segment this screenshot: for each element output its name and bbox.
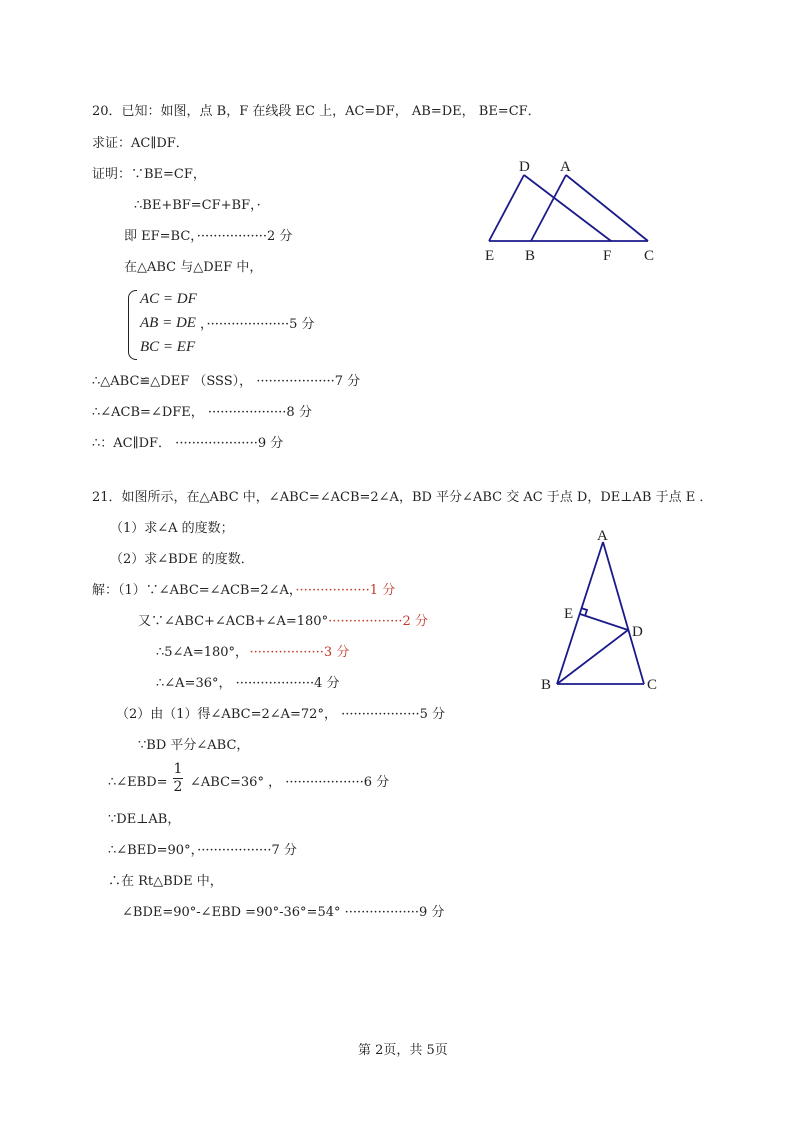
q21-solution-line-9: ∴∠BED=90°，··················7 分: [108, 843, 297, 858]
page-footer: 第 2页，共 5页: [358, 1043, 448, 1058]
q20-triangle-figure: [478, 152, 668, 272]
q21-solution-line-5: （2）由（1）得∠ABC=2∠A=72°， ···················5 分: [116, 707, 445, 722]
q20-proof-line-1: 证明：∵BE=CF，: [92, 167, 206, 182]
segment-bd: [557, 630, 628, 684]
q21-solution-line-1: [92, 583, 395, 599]
segment-ac: [566, 175, 648, 241]
q20-proof-line-3: 即 EF=BC，·················2 分: [124, 229, 293, 244]
label-a: A: [597, 528, 608, 544]
equation-bc-ef: BC = EF: [140, 339, 196, 355]
equation-ab-de: AB = DE: [140, 315, 196, 331]
label-f: F: [603, 248, 612, 264]
q20-title: 20．已知：如图，点 B，F 在线段 EC 上，AC=DF， AB=DE， BE=CF．: [92, 104, 541, 119]
q21-part-1: （1）求∠A 的度数；: [110, 521, 234, 536]
label-b: B: [525, 248, 536, 264]
q20-proof-line-2: ∴BE+BF=CF+BF，·: [134, 198, 261, 213]
q21-solution-line-3: [156, 645, 349, 661]
q21-solution-line-2: [138, 614, 428, 630]
q21-solution-line-1-text: 解：（1）∵∠ABC=∠ACB=2∠A，: [92, 583, 296, 598]
q21-title: 21．如图所示，在△ABC 中，∠ABC=∠ACB=2∠A，BD 平分∠ABC 交 AC 于点 D，DE⊥AB 于点 E ．: [92, 490, 713, 505]
label-a: A: [560, 159, 571, 175]
q21-score-1: ··················1 分: [295, 583, 396, 598]
q21-solution-line-3-text: ∴5∠A=180°，: [156, 645, 242, 660]
label-e: E: [485, 248, 495, 264]
fraction-one-half: [173, 762, 183, 795]
q21-solution-line-7-suffix: ∠ABC=36° ， ···················6 分: [190, 775, 390, 790]
segment-ac: [603, 542, 644, 684]
fraction-denominator: 2: [173, 779, 183, 795]
q21-solution-line-7-prefix: ∴∠EBD=: [108, 775, 168, 790]
fraction-numerator: 1: [173, 761, 183, 777]
q21-solution-line-2-text: 又∵∠ABC+∠ACB+∠A=180°: [138, 614, 329, 629]
q20-proof-line-6: ∴∠ACB=∠DFE， ···················8 分: [92, 405, 312, 420]
q21-solution-line-10: ∴在 Rt△BDE 中，: [108, 874, 223, 889]
segment-de: [580, 614, 628, 630]
q20-proof-line-7: ∴：AC∥DF． ····················9 分: [92, 436, 284, 451]
label-d: D: [519, 159, 530, 175]
q20-prove-statement: 求证：AC∥DF．: [92, 136, 189, 151]
q20-proof-line-4: 在△ABC 与△DEF 中，: [124, 260, 263, 275]
q21-solution-line-8: ∵DE⊥AB，: [108, 812, 181, 827]
equation-system-brace: [128, 290, 137, 360]
label-c: C: [647, 677, 658, 693]
label-b: B: [541, 677, 552, 693]
q21-solution-line-6: ∵BD 平分∠ABC，: [138, 738, 250, 753]
label-e: E: [564, 606, 574, 622]
q21-solution-line-11: ∠BDE=90°-∠EBD =90°-36°=54° ··················9 分: [122, 905, 445, 920]
label-d: D: [632, 624, 643, 640]
q21-part-2: （2）求∠BDE 的度数．: [110, 552, 254, 567]
label-c: C: [644, 248, 655, 264]
q21-triangle-figure: [536, 524, 666, 694]
q21-score-2: ··················2 分: [328, 614, 428, 629]
q21-score-3: ··················3 分: [249, 645, 350, 660]
segment-ed: [489, 175, 524, 241]
equation-ac-df: AC = DF: [140, 291, 197, 307]
q20-proof-line-5: ∴△ABC≌△DEF （SSS）， ···················7 分: [92, 374, 361, 389]
q21-solution-line-4: ∴∠A=36°， ···················4 分: [156, 676, 340, 691]
q20-system-score: ，····················5 分: [200, 317, 315, 332]
